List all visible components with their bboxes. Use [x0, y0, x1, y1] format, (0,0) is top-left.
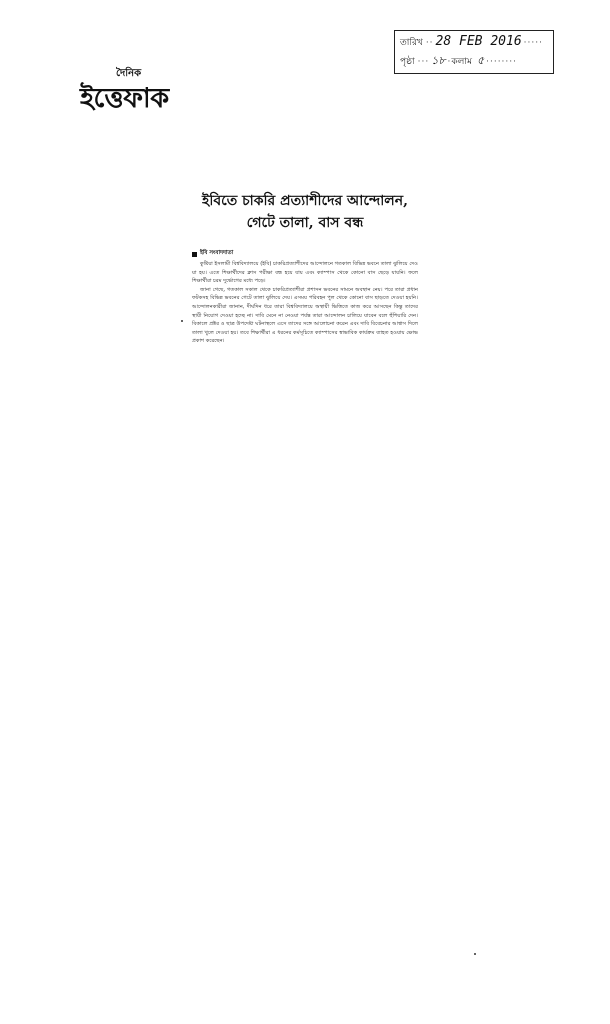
stamp-dots: ···	[417, 57, 430, 67]
article-paragraph: জানা গেছে, গতকাল সকাল থেকে চাকরিপ্রত্যাশীরা প্রশাসন ভবনের সামনে অবস্থান নেয়। পরে তারা প্রধান ফটকসহ বিভিন্ন ভবনের গেটে তালা ঝুলিয়ে দেয়। এসময় পরিবহন পুল থেকে কোনো বাস ছাড়তে দেওয়া হয়নি। আন্দোলনকারীরা জানান, দীর্ঘদিন ধরে তারা বিশ্ববিদ্যালয়ে অস্থায়ী ভিত্তিতে কাজ করে আসছেন কিন্তু তাদের স্থায়ী নিয়োগ দেওয়া হচ্ছে না। দাবি মেনে না নেওয়া পর্যন্ত তারা আন্দোলন চালিয়ে যাবেন বলে হুঁশিয়ারি দেন। বিকালে প্রক্টর ও ছাত্র উপদেষ্টা ঘটনাস্থলে এসে তাদের সঙ্গে আলোচনা করেন এবং দাবি বিবেচনার আশ্বাস দিলে তালা খুলে দেওয়া হয়। তবে শিক্ষার্থীরা এ ধরনের কর্মসূচিতে ক্যাম্পাসের স্বাভাবিক কার্যক্রম ব্যাহত হওয়ায় ক্ষোভ প্রকাশ করেছেন।	[192, 286, 418, 345]
article-byline	[192, 250, 418, 258]
stamp-page-value: ১৮	[431, 54, 446, 67]
stamp-dots: ·	[447, 57, 452, 67]
news-clipping	[192, 190, 418, 455]
stamp-date-row	[400, 33, 548, 52]
stamp-column-label: কলাম	[451, 57, 472, 67]
headline-line-1: ইবিতে চাকরি প্রত্যাশীদের আন্দোলন,	[202, 193, 408, 209]
stamp-column-value: ৫	[476, 54, 485, 67]
headline-line-2: গেটে তালা, বাস বন্ধ	[246, 215, 364, 231]
stamp-date-label: তারিখ	[400, 38, 423, 48]
byline-text: ইবি সংবাদদাতা	[200, 250, 234, 256]
scan-speck	[474, 953, 476, 955]
stamp-dots: ··	[425, 38, 434, 48]
masthead-name: ইত্তেফাক	[80, 83, 169, 114]
masthead-prefix: দৈনিক	[116, 68, 142, 79]
stamp-dots: ·····	[523, 38, 543, 48]
newspaper-masthead	[80, 66, 240, 122]
article-body	[192, 260, 418, 346]
stamp-dots: ········	[486, 57, 517, 67]
stamp-date-value: 28 FEB 2016	[435, 34, 522, 49]
stamp-page-label: পৃষ্ঠা	[400, 57, 415, 67]
stamp-page-row	[400, 52, 548, 71]
archive-stamp	[394, 30, 554, 74]
article-headline	[192, 190, 418, 234]
article-paragraph: কুষ্টিয়া ইসলামী বিশ্ববিদ্যালয়ে (ইবি) চাকরিপ্রত্যাশীদের আন্দোলনে গতকাল বিভিন্ন ভবনে তালা ঝুলিয়ে দেওয়া হয়। এতে শিক্ষার্থীদের ক্লাস পরীক্ষা বন্ধ হয়ে যায় এবং ক্যাম্পাস থেকে কোনো বাস ছেড়ে যায়নি। ফলে শিক্ষার্থীরা চরম দুর্ভোগের মধ্যে পড়ে।	[192, 261, 418, 285]
scan-speck	[181, 320, 183, 322]
byline-square-icon	[192, 252, 197, 257]
